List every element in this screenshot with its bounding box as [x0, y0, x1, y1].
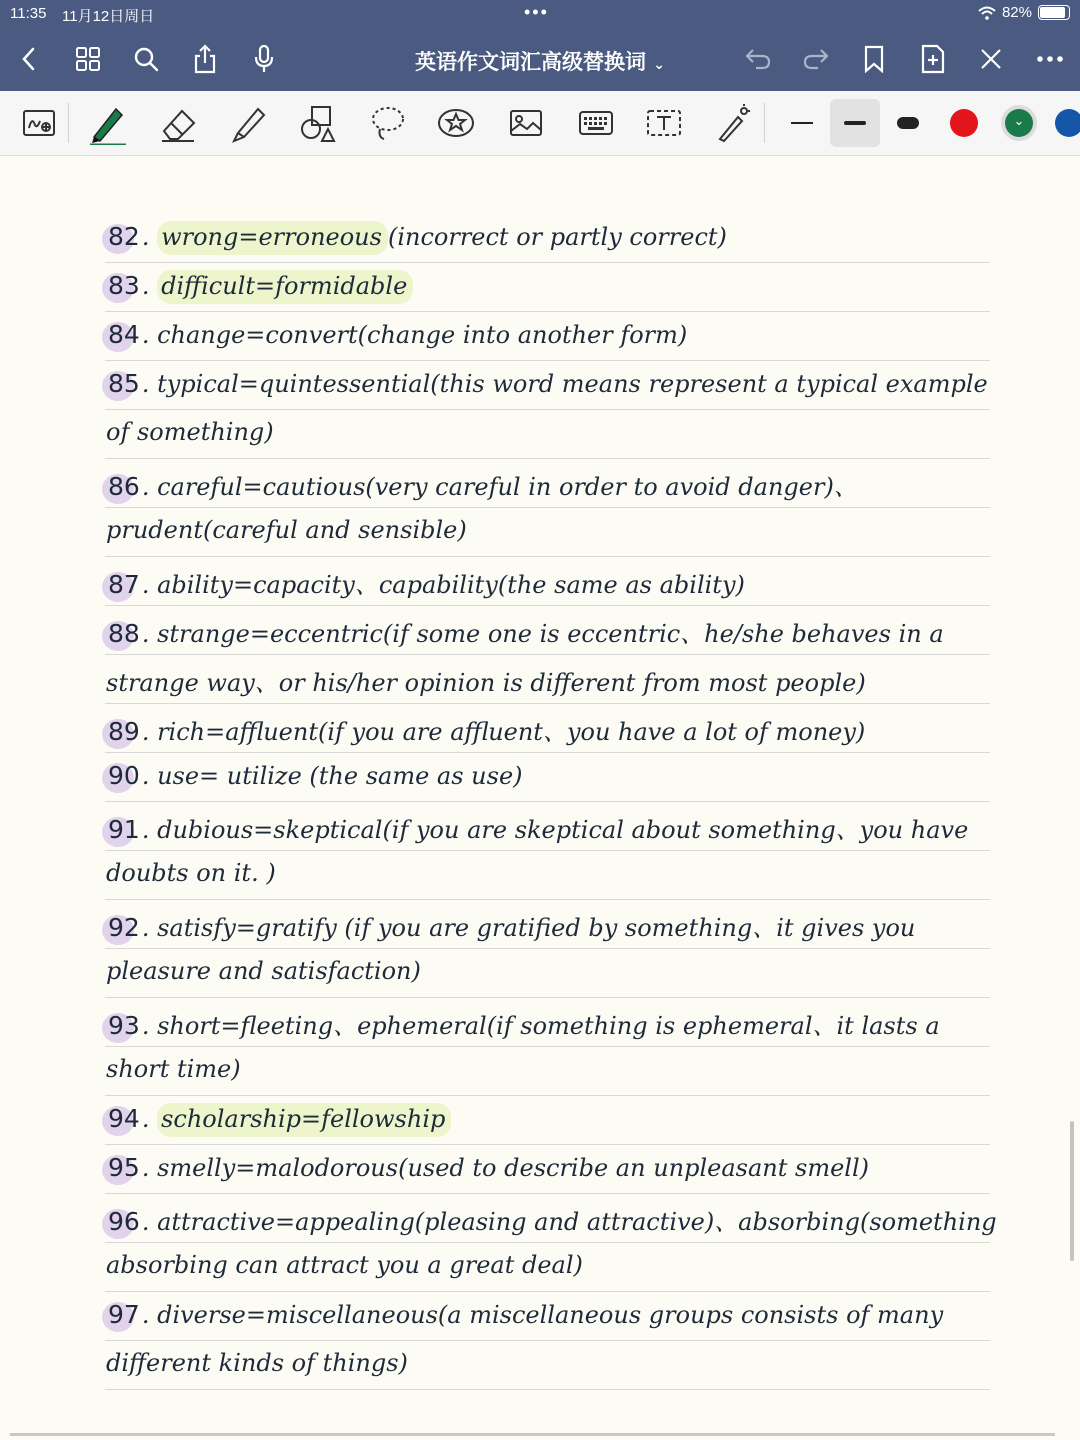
image-icon: [508, 107, 544, 139]
item-number: 88: [108, 619, 140, 648]
note-line: [106, 1300, 943, 1329]
item-number: 87: [108, 570, 140, 599]
ruled-line: [105, 605, 990, 606]
note-line: [106, 1153, 869, 1182]
status-date: 11月12日周日: [62, 8, 155, 25]
note-text: change=convert(change into another form): [157, 321, 688, 349]
item-number: 82: [108, 222, 140, 251]
item-number-dot: .: [141, 718, 158, 746]
eraser-icon: [158, 103, 198, 143]
chevron-left-icon: [19, 46, 39, 72]
note-line: [106, 908, 915, 943]
note-text: dubious=skeptical(if you are skeptical about something、you have: [157, 816, 969, 844]
ruled-line: [105, 997, 990, 998]
ruled-line: [105, 850, 990, 851]
more-button[interactable]: [1031, 40, 1069, 78]
highlighted-text: wrong=erroneous: [157, 221, 388, 255]
item-number: 91: [108, 815, 140, 844]
ruled-line: [105, 654, 990, 655]
battery-percent: 82%: [1001, 4, 1032, 21]
item-number-dot: .: [141, 1105, 158, 1133]
note-text: rich=affluent(if you are affluent、you have a lot of money): [157, 718, 866, 746]
note-text: pleasure and satisfaction): [106, 957, 421, 985]
item-number: 92: [108, 913, 140, 942]
image-tool[interactable]: [502, 99, 550, 147]
bookmark-icon: [863, 45, 885, 73]
item-number-dot: .: [141, 914, 158, 942]
ruled-line: [105, 1389, 990, 1390]
highlighter-tool[interactable]: [224, 99, 272, 147]
note-text: ability=capacity、capability(the same as ability): [157, 571, 745, 599]
keyboard-tool[interactable]: [572, 99, 620, 147]
color-swatch-selected-ring[interactable]: [1001, 105, 1037, 141]
page-bottom-divider: [10, 1433, 1055, 1436]
note-line: [106, 859, 276, 887]
ruled-line: [105, 360, 990, 361]
share-icon: [192, 44, 218, 74]
highlighted-text: difficult=formidable: [157, 270, 413, 304]
item-number-dot: .: [141, 816, 158, 844]
text-tool[interactable]: [640, 99, 688, 147]
item-number-dot: .: [141, 1208, 158, 1236]
search-icon: [133, 46, 159, 72]
ruled-line: [105, 1046, 990, 1047]
note-text: absorbing can attract you a great deal): [106, 1251, 583, 1279]
note-line: [106, 761, 523, 790]
note-text: careful=cautious(very careful in order to avoid danger)、: [157, 473, 858, 501]
ruled-line: [105, 1144, 990, 1145]
item-number: 96: [108, 1207, 140, 1236]
item-number-dot: .: [141, 321, 158, 349]
item-number: 95: [108, 1153, 140, 1182]
note-text: different kinds of things): [106, 1349, 408, 1377]
item-number-dot: .: [141, 571, 158, 599]
notebook-title-text: 英语作文词汇高级替换词: [414, 50, 646, 74]
ruled-line: [105, 507, 990, 508]
pen-icon: [86, 101, 130, 145]
back-button[interactable]: [10, 40, 48, 78]
nav-bar: [0, 28, 1080, 91]
note-text: strange way、or his/her opinion is different from most people): [106, 669, 866, 697]
note-line: [106, 320, 687, 349]
microphone-button[interactable]: [245, 40, 283, 78]
note-text: strange=eccentric(if some one is eccentric、he/she behaves in a: [157, 620, 944, 648]
status-right: [978, 4, 1070, 21]
shapes-tool[interactable]: [294, 99, 342, 147]
chevron-down-icon: ⌄: [653, 57, 666, 73]
ruled-line: [105, 458, 990, 459]
status-bar: [0, 0, 1080, 28]
add-page-button[interactable]: [914, 40, 952, 78]
bookmark-button[interactable]: [855, 40, 893, 78]
notebook-title[interactable]: [380, 46, 700, 76]
multitasking-dots-icon[interactable]: •••: [524, 2, 549, 22]
microphone-icon: [253, 44, 275, 74]
scrollbar[interactable]: [1070, 1121, 1074, 1261]
stroke-thick-icon: [897, 117, 919, 129]
highlighted-text: scholarship=fellowship: [157, 1103, 451, 1137]
note-line: [106, 565, 745, 600]
note-line: [106, 614, 944, 649]
wifi-icon: [978, 6, 996, 20]
stroke-thick-button[interactable]: [884, 99, 932, 147]
note-text: satisfy=gratify (if you are gratified by something、it gives you: [157, 914, 916, 942]
redo-button[interactable]: [797, 40, 835, 78]
pen-close-icon: [978, 46, 1004, 72]
ruled-line: [105, 556, 990, 557]
ruled-line: [105, 801, 990, 802]
item-number-dot: .: [141, 1301, 158, 1329]
item-number-dot: .: [141, 473, 158, 501]
ruled-line: [105, 948, 990, 949]
ruled-line: [105, 1095, 990, 1096]
note-line: [106, 516, 467, 544]
highlighter-icon: [228, 103, 268, 143]
ruled-line: [105, 1193, 990, 1194]
item-number: 93: [108, 1011, 140, 1040]
note-line: [106, 810, 968, 845]
ruled-line: [105, 899, 990, 900]
share-button[interactable]: [186, 40, 224, 78]
note-text: typical=quintessential(this word means represent a typical example: [157, 370, 988, 398]
note-line: [106, 467, 858, 502]
ruled-line: [105, 752, 990, 753]
lasso-tool[interactable]: [364, 99, 412, 147]
handwriting-recognition-icon: [22, 107, 58, 139]
eraser-tool[interactable]: [154, 99, 202, 147]
stroke-medium-icon: [844, 121, 866, 125]
notebook-page[interactable]: [0, 156, 1080, 1440]
note-line: [106, 1349, 408, 1377]
ruled-line: [105, 262, 990, 263]
note-line: [106, 1055, 241, 1083]
note-text: attractive=appealing(pleasing and attractive)、absorbing(something: [157, 1208, 997, 1236]
pen-tool[interactable]: [84, 99, 132, 147]
note-text: short=fleeting、ephemeral(if something is ephemeral、it lasts a: [157, 1012, 940, 1040]
stroke-medium-button[interactable]: [830, 99, 880, 147]
close-toolbar-button[interactable]: [972, 40, 1010, 78]
item-number-dot: .: [141, 272, 158, 300]
handwriting-recognition-button[interactable]: [16, 99, 64, 147]
laser-pointer-icon: [712, 103, 752, 143]
battery-icon: [1038, 5, 1070, 20]
item-number: 90: [108, 761, 140, 790]
item-number-dot: .: [141, 370, 158, 398]
item-number-dot: .: [141, 1154, 158, 1182]
note-text: use= utilize (the same as use): [157, 762, 523, 790]
item-number: 89: [108, 717, 140, 746]
note-text: doubts on it. ): [106, 859, 276, 887]
ruled-line: [105, 1340, 990, 1341]
keyboard-icon: [578, 109, 614, 137]
ruled-line: [105, 1291, 990, 1292]
sticker-icon: [436, 103, 476, 143]
undo-button[interactable]: [739, 40, 777, 78]
item-number: 84: [108, 320, 140, 349]
thumbnails-button[interactable]: [69, 40, 107, 78]
note-line: [106, 369, 988, 398]
note-line: [106, 1251, 583, 1279]
note-line: [106, 1104, 451, 1133]
status-time: 11:35: [10, 5, 47, 22]
note-line: [106, 957, 421, 985]
drawing-toolbar: [0, 91, 1080, 156]
item-number-dot: .: [141, 1012, 158, 1040]
add-page-icon: [920, 44, 946, 74]
stroke-thin-icon: [791, 122, 813, 124]
grid-icon: [75, 46, 101, 72]
item-number: 97: [108, 1300, 140, 1329]
undo-icon: [744, 47, 772, 71]
lasso-icon: [368, 103, 408, 143]
note-text: of something): [106, 418, 274, 446]
item-number: 85: [108, 369, 140, 398]
ruled-line: [105, 311, 990, 312]
note-line: [106, 712, 865, 747]
note-text: (incorrect or partly correct): [387, 223, 727, 251]
search-button[interactable]: [127, 40, 165, 78]
note-line: [106, 271, 413, 300]
note-text: smelly=malodorous(used to describe an unpleasant smell): [157, 1154, 870, 1182]
note-text: short time): [106, 1055, 241, 1083]
shapes-icon: [298, 103, 338, 143]
chevron-down-icon: ⌄: [1005, 109, 1033, 137]
note-line: [106, 663, 866, 698]
text-icon: [645, 108, 683, 138]
note-line: [106, 222, 727, 251]
item-number: 83: [108, 271, 140, 300]
laser-pointer-tool[interactable]: [708, 99, 756, 147]
note-line: [106, 418, 274, 446]
color-swatch-red[interactable]: [950, 109, 978, 137]
stroke-thin-button[interactable]: [778, 99, 826, 147]
note-line: [106, 1202, 997, 1237]
ruled-line: [105, 703, 990, 704]
color-swatch-blue[interactable]: [1055, 109, 1080, 137]
item-number: 94: [108, 1104, 140, 1133]
ruled-line: [105, 409, 990, 410]
more-icon: [1036, 55, 1064, 63]
note-text: diverse=miscellaneous(a miscellaneous groups consists of many: [157, 1301, 944, 1329]
redo-icon: [802, 47, 830, 71]
ruled-line: [105, 1242, 990, 1243]
item-number-dot: .: [141, 223, 158, 251]
item-number: 86: [108, 472, 140, 501]
item-number-dot: .: [141, 620, 158, 648]
note-line: [106, 1006, 940, 1041]
sticker-tool[interactable]: [432, 99, 480, 147]
note-text: prudent(careful and sensible): [106, 516, 467, 544]
item-number-dot: .: [141, 762, 158, 790]
